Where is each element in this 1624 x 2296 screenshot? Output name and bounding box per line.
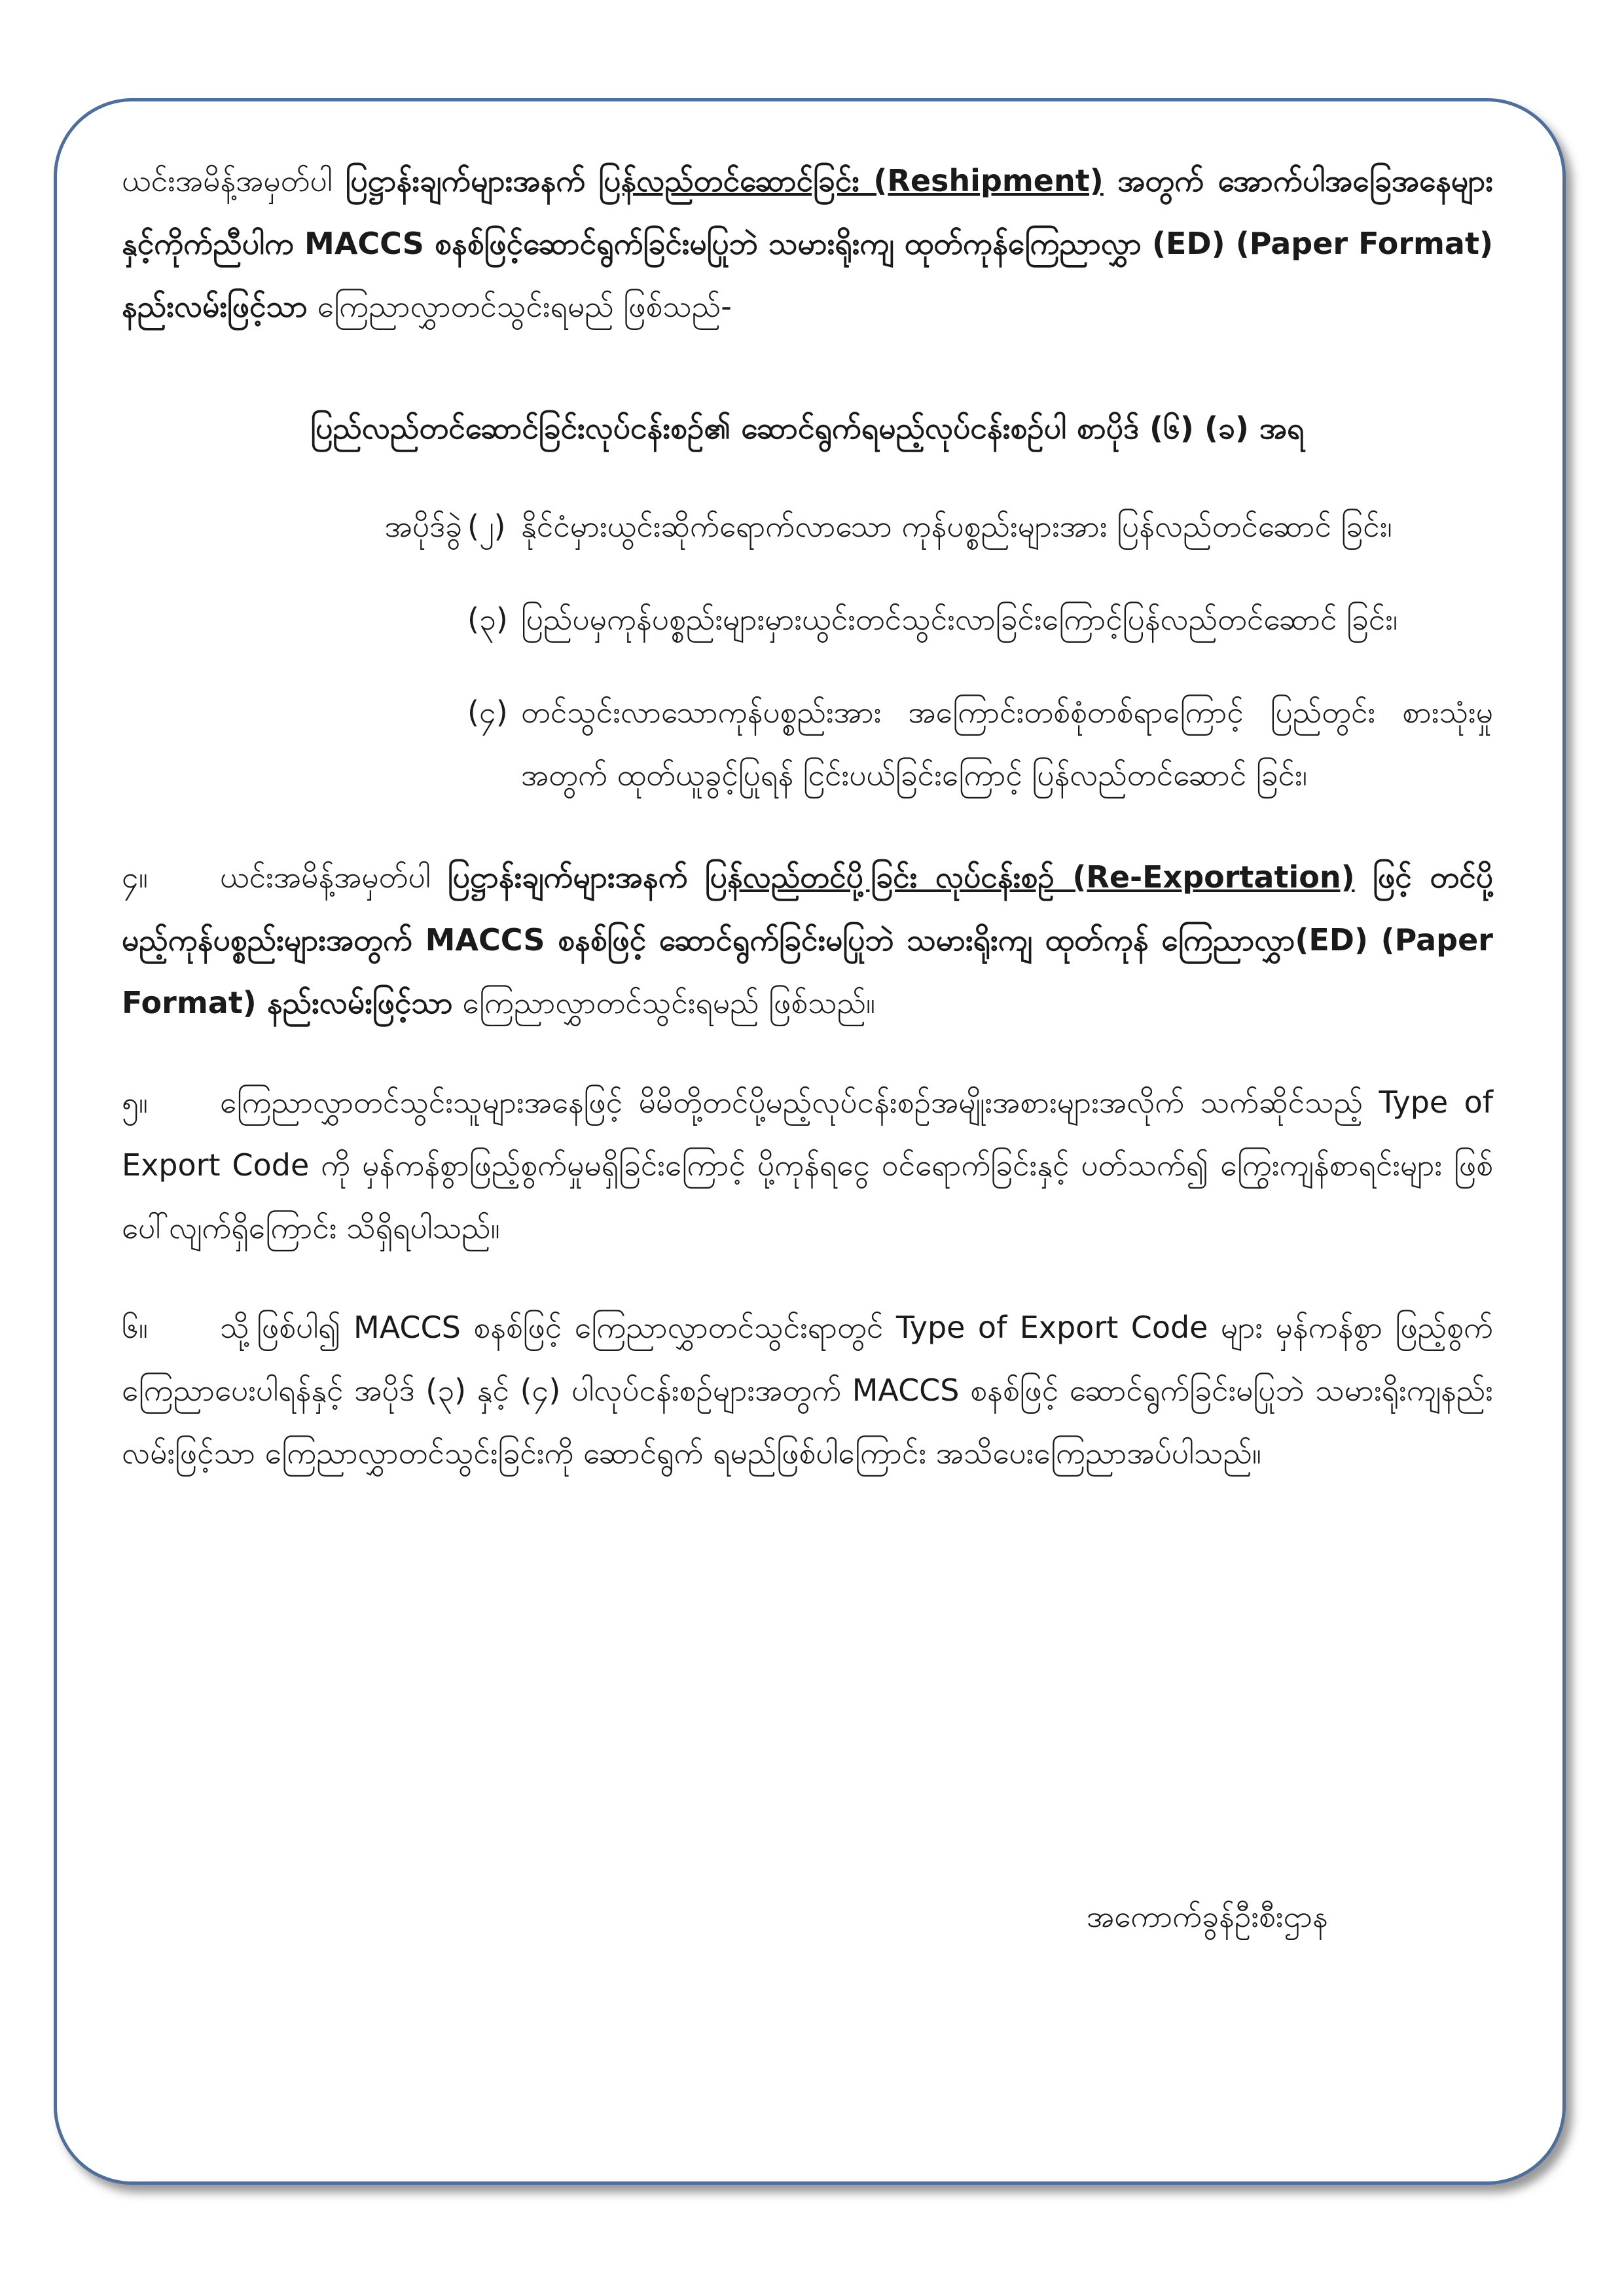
para4-text-f: ကြေညာလွှာတင်သွင်းရမည် ဖြစ်သည်။ (452, 985, 875, 1020)
paragraph-4 (122, 846, 1493, 1034)
sub-item (122, 681, 1493, 806)
sub-item-number: (၄) (467, 694, 508, 730)
intro-text-f: ကြေညာလွှာတင်သွင်းရမည် ဖြစ်သည်- (307, 289, 732, 324)
sub-item-text: ပြည်ပမှကုန်ပစ္စည်းများမှားယွင်းတင်သွင်းလာခြင်းကြောင့်ပြန်လည်တင်ဆောင် ခြင်း၊ (521, 601, 1398, 637)
sub-item-number: (၂) (467, 509, 506, 544)
para6-text: သို့ဖြစ်ပါ၍ MACCS စနစ်ဖြင့် ကြေညာလွှာတင်သွင်းရာတွင် Type of Export Code များ မှန်ကန်စွာ ဖြည့်စွက်ကြေညာပေးပါရန်နှင့် အပိုဒ် (၃) နှင့် (၄) ပါလုပ်ငန်းစဉ်များအတွက် MACCS စနစ်ဖြင့် ဆောင်ရွက်ခြင်းမပြုဘဲ သမားရိုးကျနည်းလမ်းဖြင့်သာ ကြေညာလွှာတင်သွင်းခြင်းကို ဆောင်ရွက် ရမည်ဖြစ်ပါကြောင်း အသိပေးကြေညာအပ်ပါသည်။ (122, 1310, 1493, 1471)
sub-item (122, 588, 1493, 651)
para4-text-a: ယင်းအမိန့်အမှတ်ပါ (220, 859, 448, 895)
sub-item-number: (၃) (467, 601, 508, 637)
paragraph-number: ၄။ (122, 859, 148, 895)
intro-text-b: ပြဋ္ဌာန်းချက်များအနက် (345, 163, 586, 198)
sub-item-lead (122, 588, 462, 651)
sub-item-lead (122, 681, 462, 806)
para4-text-c (688, 859, 705, 895)
sub-item-text: နိုင်ငံမှားယွင်းဆိုက်ရောက်လာသော ကုန်ပစ္စည်းများအား ပြန်လည်တင်ဆောင် ခြင်း၊ (521, 509, 1392, 544)
intro-text-a: ယင်းအမိန့်အမှတ်ပါ (122, 163, 346, 198)
intro-text-c (585, 163, 598, 198)
para4-text-b: ပြဋ္ဌာန်းချက်များအနက် (447, 859, 688, 895)
intro-reshipment-term: ပြန်လည်တင်ဆောင်ခြင်း (Reshipment) (598, 163, 1104, 198)
para4-reexport-term: ပြန်လည်တင်ပို့ခြင်း လုပ်ငန်းစဉ် (Re-Exportation) (704, 859, 1355, 895)
para4-text-e: ဖြင့် တင်ပို့မည့်ကုန်ပစ္စည်းများအတွက် MACCS စနစ်ဖြင့် ဆောင်ရွက်ခြင်းမပြုဘဲ သမားရိုးကျ ထုတ်ကုန် ကြေညာလွှာ(ED) (Paper Format) နည်းလမ်းဖြင့်သာ (122, 859, 1494, 1020)
paragraph-5 (122, 1071, 1493, 1259)
sub-item-text: တင်သွင်းလာသောကုန်ပစ္စည်းအား အကြောင်းတစ်စုံတစ်ရာကြောင့် ပြည်တွင်း စားသုံးမှုအတွက် ထုတ်ယူခွင့်ပြုရန် ငြင်းပယ်ခြင်းကြောင့် ပြန်လည်တင်ဆောင် ခြင်း၊ (521, 694, 1493, 793)
paragraph-number: ၆။ (122, 1310, 148, 1345)
section-heading: ပြည်လည်တင်ဆောင်ခြင်းလုပ်ငန်းစဉ်၏ ဆောင်ရွက်ရမည့်လုပ်ငန်းစဉ်ပါ စာပိုဒ် (၆) (ခ) အရ (310, 410, 1305, 446)
sub-item-lead: အပိုဒ်ခွဲ (384, 509, 462, 544)
paragraph-number: ၅။ (122, 1085, 148, 1120)
signature-department: အကောက်ခွန်ဦးစီးဌာန (1087, 1899, 1328, 1934)
document-body (122, 149, 1493, 1521)
sub-item (122, 495, 1493, 558)
para5-text: ကြေညာလွှာတင်သွင်းသူများအနေဖြင့် မိမိတို့တင်ပို့မည့်လုပ်ငန်းစဉ်အမျိုးအစားများအလိုက် သက်ဆိုင်သည့် Type of Export Code ကို မှန်ကန်စွာဖြည့်စွက်မှုမရှိခြင်းကြောင့် ပို့ကုန်ရငွေ ဝင်ရောက်ခြင်းနှင့် ပတ်သက်၍ ကြွေးကျန်စာရင်းများ ဖြစ်ပေါ်လျက်ရှိကြောင်း သိရှိရပါသည်။ (122, 1085, 1493, 1246)
intro-text-e: အတွက် အောက်ပါအခြေအနေများနှင့်ကိုက်ညီပါက MACCS စနစ်ဖြင့်ဆောင်ရွက်ခြင်းမပြုဘဲ သမားရိုးကျ ထုတ်ကုန်ကြေညာလွှာ (ED) (Paper Format) နည်းလမ်းဖြင့်သာ (122, 163, 1494, 324)
intro-paragraph (122, 149, 1493, 338)
paragraph-6 (122, 1296, 1493, 1484)
